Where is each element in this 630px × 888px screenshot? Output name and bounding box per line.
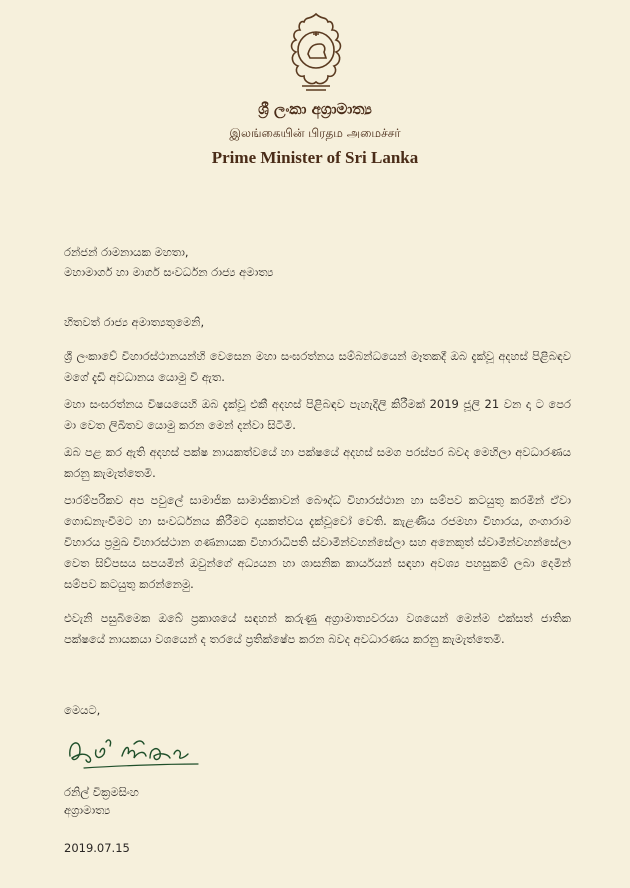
handwritten-signature-icon — [64, 728, 204, 778]
letterhead-title-sinhala: ශ්‍රී ලංකා අග්‍රාමාත්‍ය — [258, 100, 372, 118]
signatory-title: අග්‍රාමාත්‍ය — [64, 803, 111, 817]
paragraph-3: ඔබ පළ කර ඇති අදහස් පක්ෂ නායකත්වයේ හා පක්ෂයේ අදහස් සමග පරස්පර බවද මෙහිලා අවධාරණය කරනු කැමැත්තෙමි. — [64, 445, 571, 480]
sri-lanka-emblem-icon — [280, 10, 352, 92]
letterhead-title-tamil: இலங்கையின் பிரதம அமைச்சர் — [229, 126, 401, 140]
paragraph-2: මහා සංඝරත්නය විෂයයෙහි ඔබ දැක්වූ එකී අදහස් පිළිබඳව පැහැදිලි කිරීමක් 2019 ජූලි 21 වන දා ට පෙර මා වෙත ලිඛිතව යොමු කරන මෙන් දන්වා සිටිමි. — [64, 397, 571, 432]
paragraph-1: ශ්‍රී ලංකාවේ විහාරස්ථානයන්හි වෙසෙන මහා සංඝරත්නය සම්බන්ධයෙන් මෑතකදී ඔබ දැක්වූ අදහස් පිළිබඳව මගේ දැඩි අවධානය යොමු වී ඇත. — [64, 349, 571, 384]
paragraph-5: එවැනි පසුබිමෙක ඔබේ ප්‍රකාශයේ සඳහන් කරුණු අග්‍රාමාත්‍යවරයා වශයෙන් මෙන්ම එක්සත් ජාතික පක්ෂයේ නායකයා වශයෙන් ද තරයේ ප්‍රතික්ෂේප කරන බවද අවධාරණය කරනු කැමැත්තෙමි. — [64, 611, 571, 646]
signatory-name: රනිල් වික්‍රමසිංහ — [64, 785, 139, 799]
recipient-designation: මහාමාර්ග හා මාර්ග සංවර්ධන රාජ්‍ය අමාත්‍ය — [64, 265, 274, 279]
closing: මෙයට, — [64, 703, 101, 717]
letter-date: 2019.07.15 — [64, 841, 130, 855]
paragraph-4: පාරම්පරිකව අප පවුලේ සාමාජික සාමාජිකාවන් බෞද්ධ විහාරස්ථාන හා සම්පව කටයුතු කරමින් ඒවා ගොඩනැංවීමට හා සංවර්ධනය කිරීමට දායකත්වය දැක්වූවෝ වෙති. කැළණිය රජමහා විහාරය, ගංගාරාම විහාරය ප්‍රමුඛ විහාරස්ථාන ගණනායක විහාරාධිපති ස්වාමීන්වහන්සේලා සහ අනෙකුත් ස්වාමීන්වහන්සේලා වෙත සිව්පසය සපයමින් ඔවුන්ගේ අධ්‍යයන හා ශාසනික කාර්යයන් සඳහා අවශ්‍ය පහසුකම් ලබා දෙමින් සම්පව කටයුතු කරන්නෙමු. — [64, 493, 571, 591]
salutation: හිතවත් රාජ්‍ය අමාත්‍යතුමෙනි, — [64, 315, 205, 329]
letterhead-title-english: Prime Minister of Sri Lanka — [211, 148, 419, 167]
recipient-name: රන්ජන් රාමනායක මහතා, — [64, 245, 189, 259]
